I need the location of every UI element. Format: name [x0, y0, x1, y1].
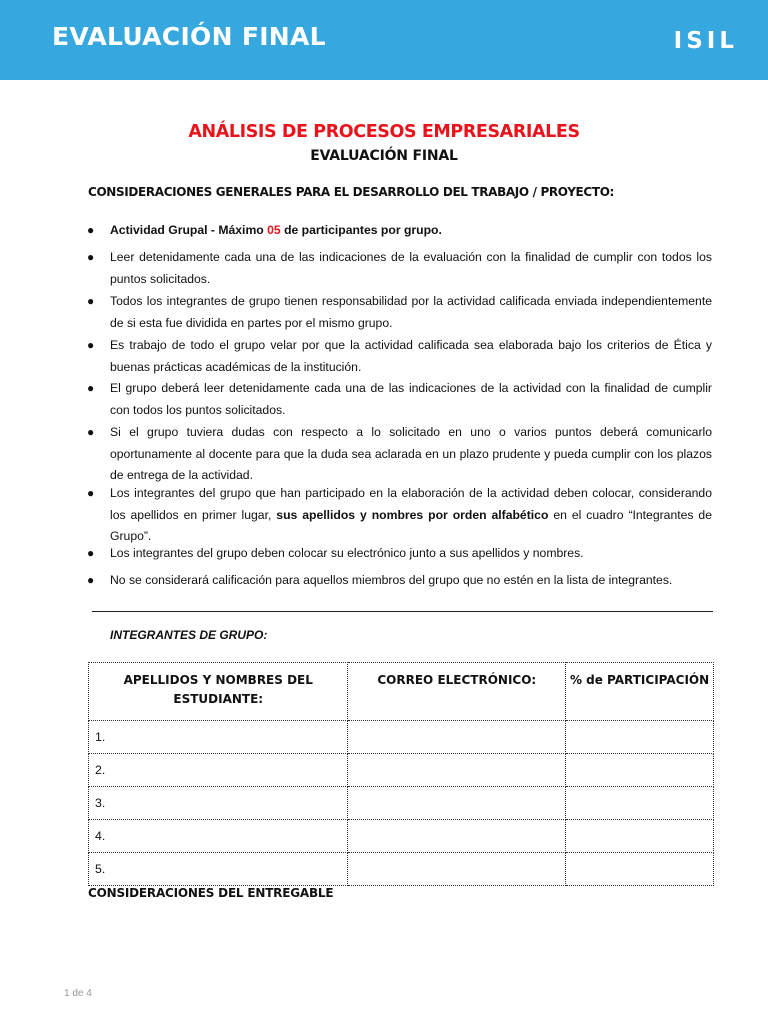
- bullet-text: Si el grupo tuviera dudas con respecto a lo solicitado en uno o varios puntos deberá comunicarlo oportunamente al docente para que la duda sea aclarada en un plazo prudente y pueda cumplir con los plazos de entrega de la actividad.: [110, 425, 712, 482]
- divider: [92, 611, 713, 612]
- bullet-icon: ●: [87, 250, 95, 264]
- bullet-emphasis: sus apellidos y nombres por orden alfabético: [276, 507, 549, 522]
- row-number: 5.: [89, 853, 348, 886]
- table-row: [89, 820, 714, 853]
- team-heading: INTEGRANTES DE GRUPO:: [110, 628, 268, 642]
- team-table: [88, 662, 714, 886]
- bullet-text: Actividad Grupal - Máximo: [110, 223, 268, 237]
- header-banner: [0, 0, 768, 80]
- email-cell[interactable]: [348, 853, 566, 886]
- participation-cell[interactable]: [566, 853, 714, 886]
- general-considerations-heading: CONSIDERACIONES GENERALES PARA EL DESARROLLO DEL TRABAJO / PROYECTO:: [88, 185, 614, 199]
- row-number: 3.: [89, 787, 348, 820]
- document-title: ANÁLISIS DE PROCESOS EMPRESARIALES: [188, 122, 580, 142]
- bullet-text: Los integrantes del grupo deben colocar su electrónico junto a sus apellidos y nombres.: [110, 546, 584, 560]
- bullet-text: de participantes por grupo.: [280, 223, 442, 237]
- bullet-icon: ●: [87, 425, 95, 439]
- column-header-name: APELLIDOS Y NOMBRES DEL ESTUDIANTE:: [89, 663, 348, 721]
- table-row: [89, 853, 714, 886]
- list-item: [87, 291, 712, 334]
- bullet-icon: ●: [87, 546, 95, 560]
- bullet-icon: ●: [87, 381, 95, 395]
- header-title: EVALUACIÓN FINAL: [52, 22, 326, 51]
- bullet-text: Leer detenidamente cada una de las indicaciones de la evaluación con la finalidad de cumplir con todos los puntos solicitados.: [110, 250, 712, 286]
- participation-cell[interactable]: [566, 787, 714, 820]
- table-row: [89, 754, 714, 787]
- row-number: 2.: [89, 754, 348, 787]
- max-participants-number: 05: [267, 223, 281, 237]
- bullet-text: Todos los integrantes de grupo tienen responsabilidad por la actividad calificada enviada independientemente de si esta fue dividida en partes por el mismo grupo.: [110, 294, 712, 330]
- bullet-icon: ●: [87, 486, 95, 500]
- bullet-text: en el cuadro “Integrantes de Grupo”.: [110, 507, 712, 543]
- table-header-row: [89, 663, 714, 721]
- table-row: [89, 787, 714, 820]
- column-header-email: CORREO ELECTRÓNICO:: [348, 663, 566, 721]
- list-item: [87, 422, 712, 487]
- participation-cell[interactable]: [566, 721, 714, 754]
- bullet-text: El grupo deberá leer detenidamente cada una de las indicaciones de la actividad con la finalidad de cumplir con todos los puntos solicitados.: [110, 381, 712, 417]
- bullet-icon: ●: [87, 338, 95, 352]
- bullet-icon: ●: [87, 294, 95, 308]
- document-subtitle: EVALUACIÓN FINAL: [310, 148, 458, 164]
- row-number: 4.: [89, 820, 348, 853]
- page-number: 1 de 4: [64, 988, 92, 999]
- list-item: [87, 247, 712, 290]
- list-item: [87, 378, 712, 421]
- list-item: [87, 483, 712, 548]
- list-item: [87, 220, 712, 242]
- participation-cell[interactable]: [566, 754, 714, 787]
- list-item: [87, 543, 712, 565]
- column-header-participation: % de PARTICIPACIÓN: [566, 663, 714, 721]
- bullet-text: No se considerará calificación para aquellos miembros del grupo que no estén en la lista de integrantes.: [110, 573, 673, 587]
- list-item: [87, 335, 712, 378]
- email-cell[interactable]: [348, 787, 566, 820]
- participation-cell[interactable]: [566, 820, 714, 853]
- list-item: [87, 570, 712, 592]
- bullet-icon: ●: [87, 223, 95, 237]
- email-cell[interactable]: [348, 721, 566, 754]
- bullet-icon: ●: [87, 573, 95, 587]
- table-row: [89, 721, 714, 754]
- isil-logo: ISIL: [673, 28, 738, 54]
- email-cell[interactable]: [348, 820, 566, 853]
- bullet-text: Los integrantes del grupo que han participado en la elaboración de la actividad deben colocar, considerando los apellidos en primer lugar,: [110, 486, 712, 522]
- email-cell[interactable]: [348, 754, 566, 787]
- row-number: 1.: [89, 721, 348, 754]
- bullet-text: Es trabajo de todo el grupo velar por que la actividad calificada sea elaborada bajo los criterios de Ética y buenas prácticas académicas de la institución.: [110, 338, 712, 374]
- deliverable-heading: CONSIDERACIONES DEL ENTREGABLE: [88, 886, 334, 900]
